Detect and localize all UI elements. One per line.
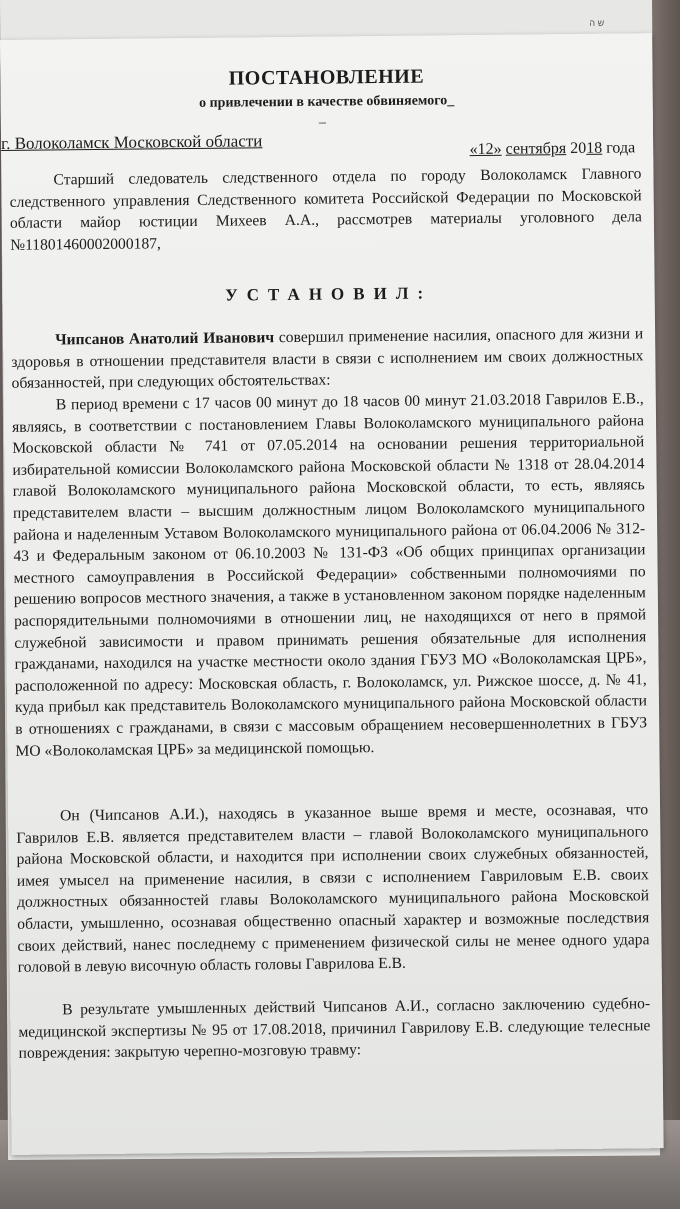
actions-paragraph: Он (Чипсанов А.И.), находясь в указанное выше время и месте, осознавая, что Гаврилов Е.В. является представителем власти – главой Волоколамского муниципального района Московской области, и находится при исполнении своих служебных обязанностей, имея умысел на применение насилия, в связи с исполнением Гавриловым Е.В. своих должностных обязанностей главы Волоколамского муниципального района Московской области, умышленно, осознавая общественно опасный характер и возможные последствия своих действий, нанес последнему с применением физической силы не менее одного удара головой в левую височную область головы Гаврилова Е.В. <box>16 801 650 977</box>
intro-paragraph: Старший следователь следственного отдела по городу Волоколамск Главного следственного управления Следственного комитета Российской Федерации по Московской области майор юстиции Михеев А.А., рассмотрев материалы уголовного дела №11801460002000187, <box>9 165 642 254</box>
document-page <box>0 33 664 1155</box>
document-title: ПОСТАНОВЛЕНИЕ <box>228 65 425 90</box>
date-year-word: года <box>606 139 636 157</box>
place-text: г. Волоколамск Московской области <box>0 131 263 153</box>
section-heading: УСТАНОВИЛ: <box>225 283 433 305</box>
date-year-prefix: 20 <box>570 139 587 158</box>
subtitle-dash: _ <box>318 110 326 126</box>
period-paragraph: В период времени с 17 часов 00 минут до 18 часов 00 минут 21.03.2018 Гаврилов Е.В., являясь, в соответствии с постановлением Главы Волоколамского муниципального района Московской области № 741 от 07.05.2014 на основании решения территориальной избирательной комиссии Волоколамского района Московской области № 1318 от 28.04.2014 главой Волоколамского муниципального района Московской области, то есть, являясь представителем власти – высшим должностным лицом Волоколамского муниципального района и наделенным Уставом Волоколамского муниципального района от 06.04.2006 № 312-43 и Федеральным законом от 06.10.2003 № 131-ФЗ «Об общих принципах организации местного самоуправления в Российской Федерации» собственными полномочиями по решению вопросов местного значения, а также в установленном законом порядке наделенным распорядительными полномочиями в отношении лиц, не находящихся от него в прямой служебной зависимости и правом принимать решения обязательные для исполнения гражданами, находился на участке местности около здания ГБУЗ МО «Волоколамская ЦРБ», расположенной по адресу: Московская область, г. Волоколамск, ул. Рижское шоссе, д. № 41, куда прибыл как представитель Волоколамского муниципального района Московской области в отношениях с гражданами, в связи с массовым обращением несовершеннолетних в ГБУЗ МО «Волоколамская ЦРБ» за медицинской помощью. <box>11 390 648 760</box>
date-month: сентября <box>505 140 567 158</box>
result-paragraph: В результате умышленных действий Чипсанов А.И., согласно заключению судебно-медицинской экспертизы № 95 от 17.08.2018, причинил Гаврилову Е.В. следующие телесные повреждения: закрытую черепно-мозговую травму: <box>18 995 651 1063</box>
date-close-quote: » <box>493 140 502 158</box>
accused-paragraph <box>11 323 644 394</box>
document-place <box>1 131 262 154</box>
date-day: 12 <box>477 140 494 159</box>
document-date <box>470 139 636 159</box>
accused-name: Чипсанов Анатолий Иванович <box>55 329 275 349</box>
accused-text: совершил применение насилия, опасного для жизни и здоровья в отношении представителя власти в связи с исполнением им своих должностных обязанностей, при следующих обстоятельствах: <box>11 325 644 393</box>
date-year-suffix: 18 <box>586 139 603 157</box>
document-subtitle: о привлечении в качестве обвиняемого_ <box>199 93 455 111</box>
back-sheet-mark: ש ה <box>589 17 605 28</box>
date-open-quote: « <box>469 141 478 159</box>
